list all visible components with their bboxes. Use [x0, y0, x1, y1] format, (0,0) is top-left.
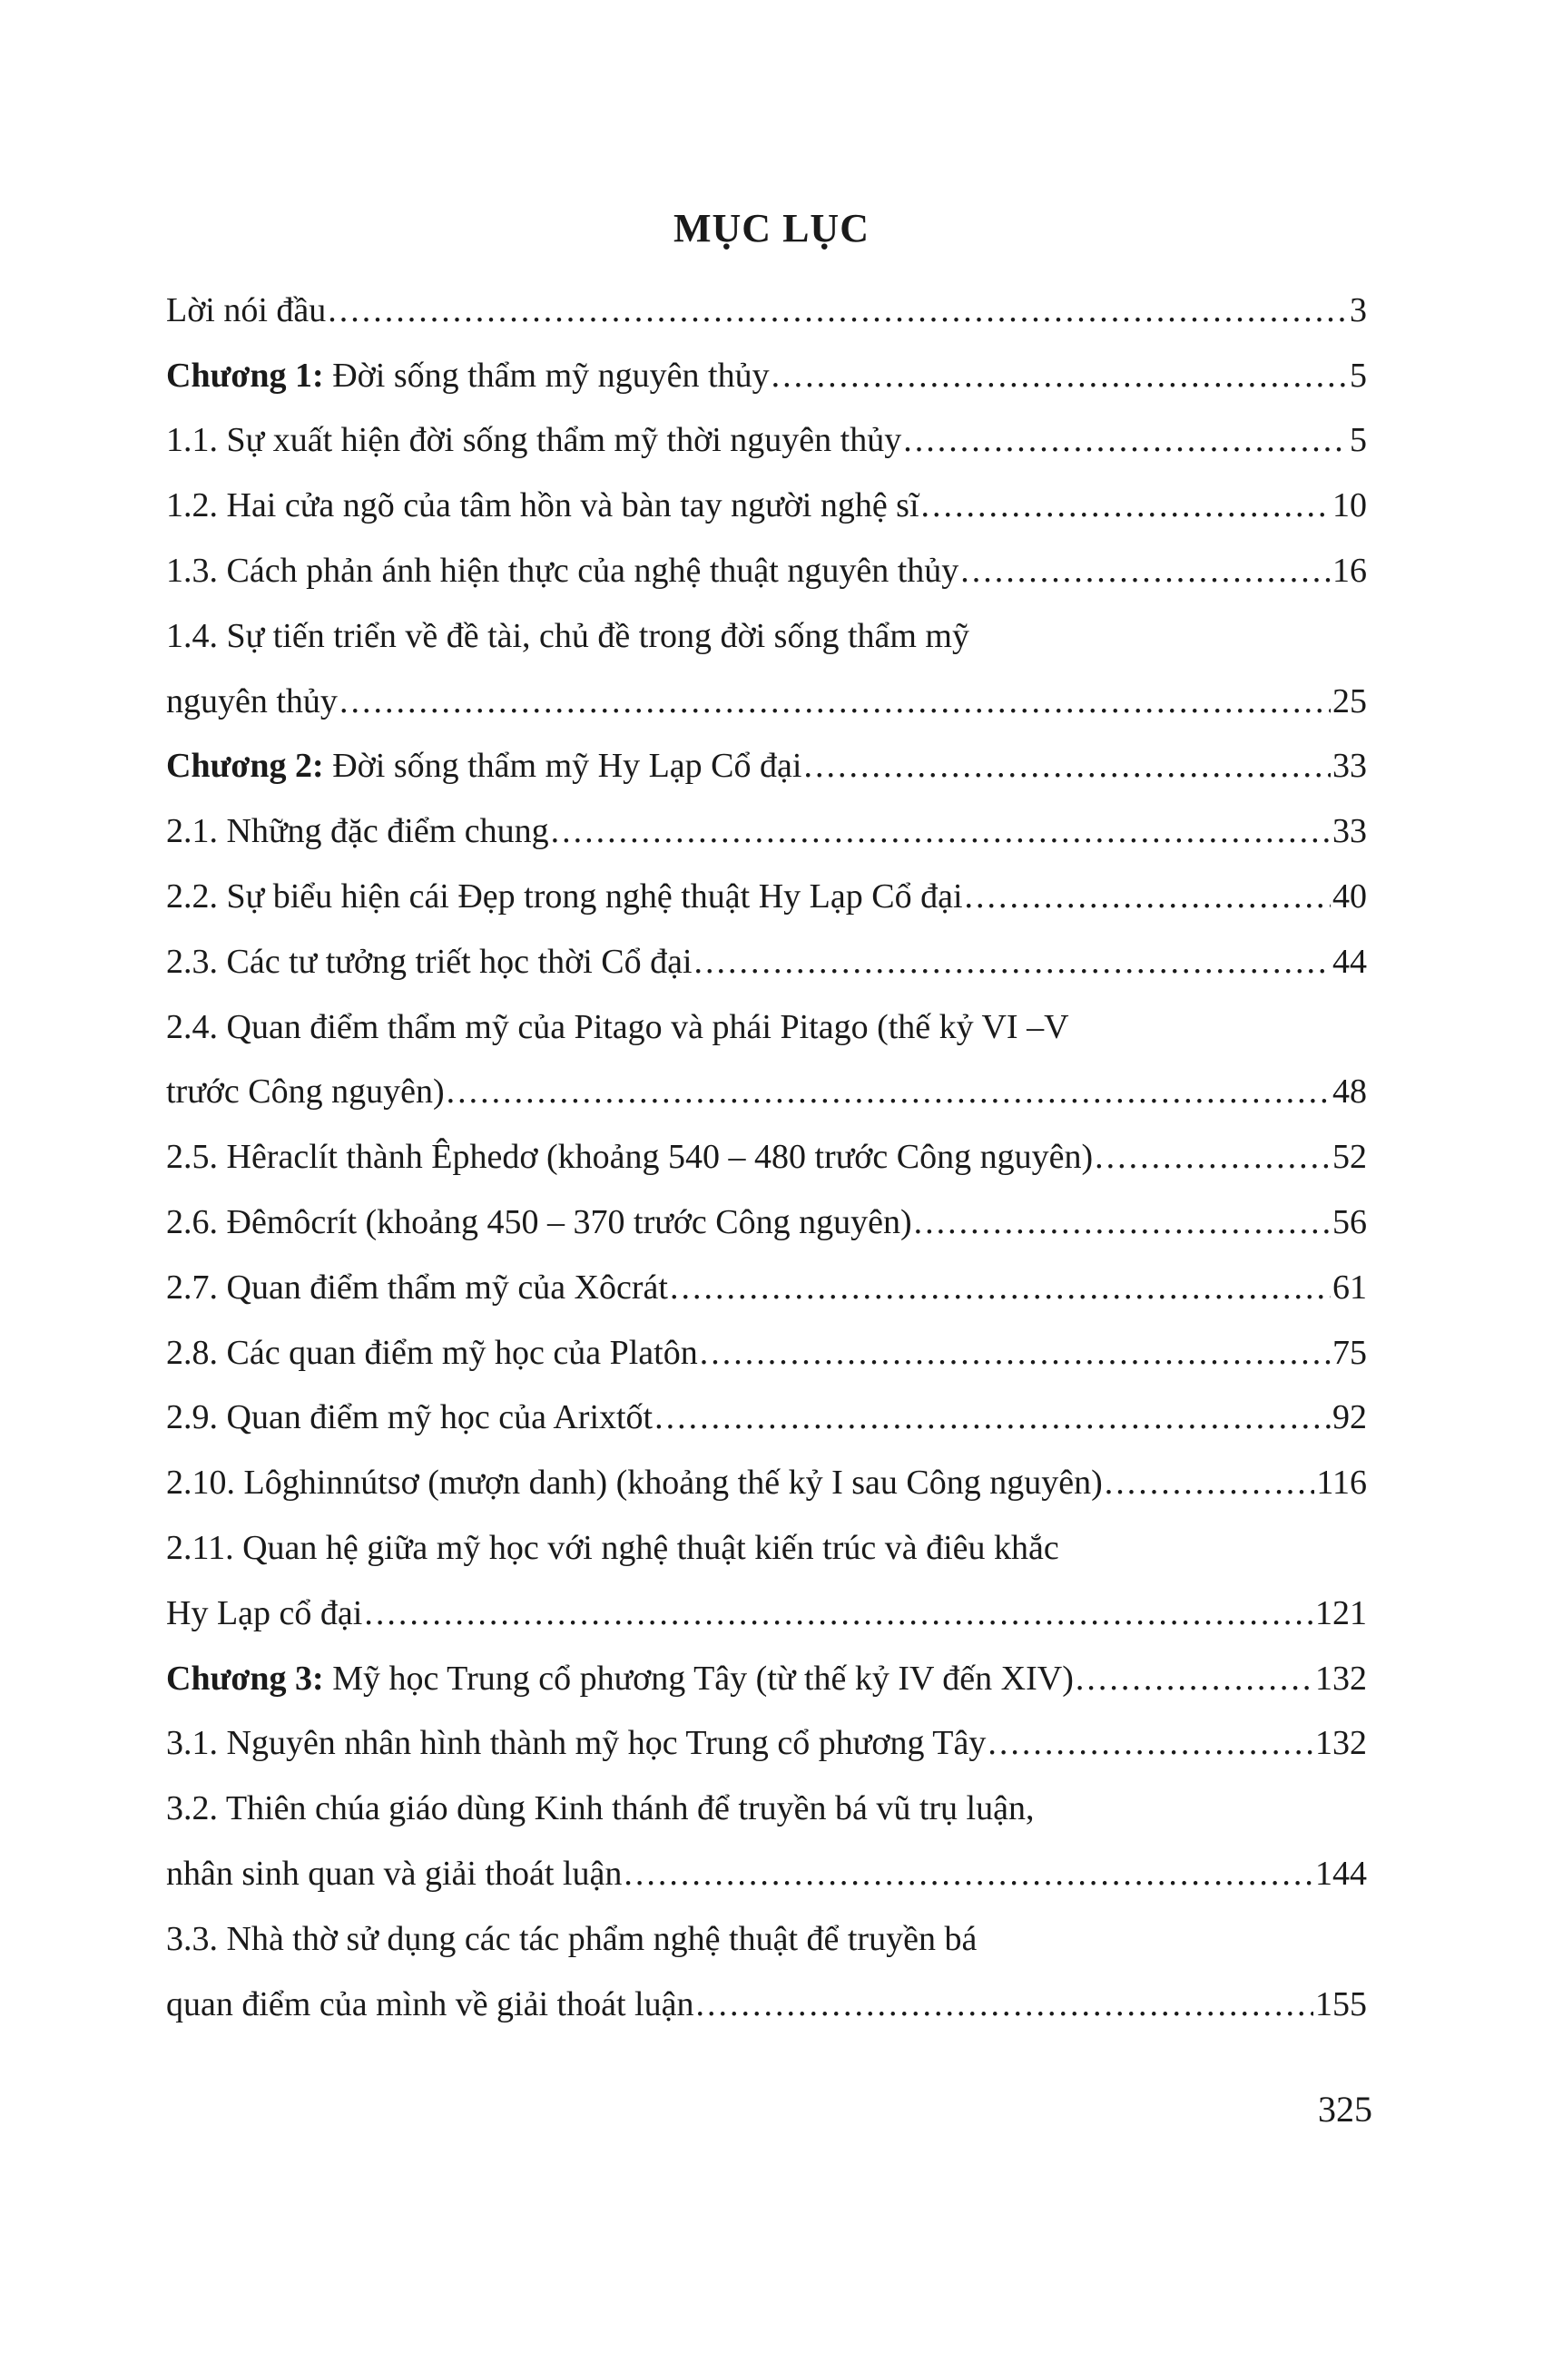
dot-leader	[339, 680, 1331, 723]
entry-title: Lời nói đầu	[166, 290, 327, 329]
toc-entry	[166, 1504, 1367, 1570]
toc-entry-text	[166, 1200, 912, 1244]
toc-entry	[166, 918, 1367, 984]
toc-entry-text	[166, 940, 693, 984]
entry-title: trước Công nguyên)	[166, 1072, 445, 1112]
toc-entry	[166, 658, 1367, 723]
toc-entry-text	[166, 1070, 445, 1113]
toc-entry	[166, 267, 1367, 332]
toc-entry-text	[166, 549, 958, 593]
toc-entry-text	[166, 1266, 668, 1309]
dot-leader	[695, 1983, 1313, 2026]
entry-title: 2.5. Hêraclít thành Êphedơ (khoảng 540 – 480 trước Công nguyên)	[166, 1138, 1094, 1177]
toc-entry	[166, 723, 1367, 788]
page-title: MỤC LỤC	[673, 206, 870, 250]
dot-leader	[654, 1396, 1331, 1439]
toc-entry	[166, 1635, 1367, 1700]
toc-entry-text	[166, 354, 770, 397]
entry-page-number: 33	[1332, 747, 1367, 786]
entry-title: 3.1. Nguyên nhân hình thành mỹ học Trung cổ phương Tây	[166, 1724, 987, 1763]
entry-title: 2.10. Lôghinnútsơ (mượn danh) (khoảng thế kỷ I sau Công nguyên)	[166, 1464, 1103, 1503]
toc-entry	[166, 593, 1367, 658]
toc-entry	[166, 1961, 1367, 2026]
entry-page-number: 75	[1332, 1333, 1367, 1372]
dot-leader	[1095, 1135, 1331, 1179]
toc-entry-text	[166, 1983, 693, 2026]
entry-title: nhân sinh quan và giải thoát luận	[166, 1854, 623, 1893]
entry-title: 2.2. Sự biểu hiện cái Đẹp trong nghệ thuật Hy Lạp Cổ đại	[166, 877, 963, 916]
toc-entry	[166, 984, 1367, 1049]
toc-entry-text	[166, 418, 901, 462]
dot-leader	[700, 1331, 1331, 1375]
entry-title: 2.9. Quan điểm mỹ học của Arixtốt	[166, 1398, 654, 1437]
dot-leader	[803, 744, 1331, 788]
entry-title: 1.3. Cách phản ánh hiện thực của nghệ thuật nguyên thủy	[166, 551, 959, 590]
entry-title: 2.7. Quan điểm thẩm mỹ của Xôcrát	[166, 1268, 668, 1307]
toc-entry	[166, 1895, 1367, 1961]
toc-entry	[166, 1244, 1367, 1309]
toc-entry-text	[166, 1592, 362, 1635]
toc-entry-text	[166, 1526, 1059, 1570]
entry-title: quan điểm của mình về giải thoát luận	[166, 1984, 694, 2023]
entry-title: 2.3. Các tư tưởng triết học thời Cổ đại	[166, 942, 693, 981]
entry-title: nguyên thủy	[166, 681, 338, 720]
dot-leader	[914, 1200, 1331, 1244]
toc-entry	[166, 1570, 1367, 1635]
entry-page-number: 121	[1315, 1593, 1367, 1632]
toc-entry	[166, 1700, 1367, 1766]
entry-title: 3.2. Thiên chúa giáo dùng Kinh thánh để truyền bá vũ trụ luận,	[166, 1789, 1035, 1828]
toc-entry	[166, 1765, 1367, 1830]
dot-leader	[988, 1721, 1313, 1765]
dot-leader	[965, 875, 1331, 918]
toc-entry-text	[166, 1135, 1093, 1179]
dot-leader	[903, 418, 1348, 462]
entry-title: 2.6. Đêmôcrít (khoảng 450 – 370 trước Công nguyên)	[166, 1202, 912, 1241]
toc-entry-text	[166, 484, 919, 527]
entry-page-number: 10	[1332, 486, 1367, 525]
page-number: 325	[1318, 2089, 1372, 2130]
toc-entry-text	[166, 1461, 1103, 1504]
dot-leader	[670, 1266, 1331, 1309]
entry-page-number: 40	[1332, 877, 1367, 916]
entry-title: Mỹ học Trung cổ phương Tây (từ thế kỷ IV đến XIV)	[323, 1659, 1074, 1698]
entry-page-number: 52	[1332, 1138, 1367, 1177]
entry-page-number: 144	[1315, 1854, 1367, 1893]
toc-entry	[166, 462, 1367, 527]
entry-page-number: 132	[1315, 1724, 1367, 1763]
dot-leader	[364, 1592, 1313, 1635]
entry-page-number: 61	[1332, 1268, 1367, 1307]
entry-title: 2.11. Quan hệ giữa mỹ học với nghệ thuật kiến trúc và điêu khắc	[166, 1528, 1059, 1567]
toc-entry-text	[166, 1917, 977, 1961]
dot-leader	[1076, 1657, 1313, 1700]
entry-page-number: 16	[1332, 551, 1367, 590]
toc-entry-text	[166, 1852, 622, 1895]
entry-page-number: 25	[1332, 681, 1367, 720]
dot-leader	[328, 289, 1348, 332]
toc-entry-text	[166, 1787, 1034, 1830]
toc-entry	[166, 332, 1367, 397]
toc-entry-text	[166, 1331, 698, 1375]
toc-entry-text	[166, 875, 963, 918]
entry-page-number: 3	[1350, 290, 1367, 329]
toc-entry-text	[166, 680, 338, 723]
toc-entry	[166, 1830, 1367, 1895]
toc-entry	[166, 1113, 1367, 1179]
toc-entry-text	[166, 1657, 1074, 1700]
toc-entry-text	[166, 1396, 653, 1439]
toc-entry	[166, 853, 1367, 918]
toc-entry-text	[166, 1721, 986, 1765]
toc-entry	[166, 1179, 1367, 1244]
toc-entry-text	[166, 744, 801, 788]
dot-leader	[921, 484, 1331, 527]
entry-title: Đời sống thẩm mỹ nguyên thủy	[323, 356, 770, 395]
table-of-contents	[166, 267, 1367, 2026]
entry-page-number: 33	[1332, 812, 1367, 851]
toc-entry-text	[166, 614, 969, 658]
entry-page-number: 155	[1315, 1984, 1367, 2023]
entry-page-number: 116	[1316, 1464, 1367, 1503]
dot-leader	[772, 354, 1348, 397]
entry-title: 1.4. Sự tiến triển về đề tài, chủ đề trong đời sống thẩm mỹ	[166, 616, 969, 655]
entry-title: Hy Lạp cổ đại	[166, 1593, 363, 1632]
chapter-label: Chương 3:	[166, 1659, 324, 1698]
toc-entry	[166, 788, 1367, 853]
dot-leader	[1105, 1461, 1315, 1504]
entry-page-number: 5	[1350, 421, 1367, 460]
toc-entry-text	[166, 1005, 1069, 1049]
toc-entry-text	[166, 809, 549, 853]
dot-leader	[551, 809, 1331, 853]
toc-entry	[166, 527, 1367, 593]
entry-page-number: 92	[1332, 1398, 1367, 1437]
entry-page-number: 132	[1315, 1659, 1367, 1698]
dot-leader	[624, 1852, 1313, 1895]
chapter-label: Chương 1:	[166, 356, 324, 395]
entry-title: 2.4. Quan điểm thẩm mỹ của Pitago và phái Pitago (thế kỷ VI –V	[166, 1007, 1069, 1046]
entry-title: 1.2. Hai cửa ngõ của tâm hồn và bàn tay người nghệ sĩ	[166, 486, 919, 525]
toc-entry	[166, 397, 1367, 463]
dot-leader	[694, 940, 1331, 984]
dot-leader	[960, 549, 1331, 593]
entry-title: 3.3. Nhà thờ sử dụng các tác phẩm nghệ thuật để truyền bá	[166, 1919, 978, 1958]
toc-entry	[166, 1375, 1367, 1440]
toc-entry-text	[166, 289, 326, 332]
entry-title: Đời sống thẩm mỹ Hy Lạp Cổ đại	[323, 747, 802, 786]
entry-title: 2.1. Những đặc điểm chung	[166, 812, 549, 851]
entry-page-number: 5	[1350, 356, 1367, 395]
toc-entry	[166, 1439, 1367, 1504]
toc-entry	[166, 1049, 1367, 1114]
entry-page-number: 48	[1332, 1072, 1367, 1112]
entry-title: 2.8. Các quan điểm mỹ học của Platôn	[166, 1333, 698, 1372]
entry-page-number: 56	[1332, 1202, 1367, 1241]
chapter-label: Chương 2:	[166, 747, 324, 786]
toc-entry	[166, 1309, 1367, 1375]
entry-page-number: 44	[1332, 942, 1367, 981]
entry-title: 1.1. Sự xuất hiện đời sống thẩm mỹ thời nguyên thủy	[166, 421, 902, 460]
dot-leader	[447, 1070, 1331, 1113]
